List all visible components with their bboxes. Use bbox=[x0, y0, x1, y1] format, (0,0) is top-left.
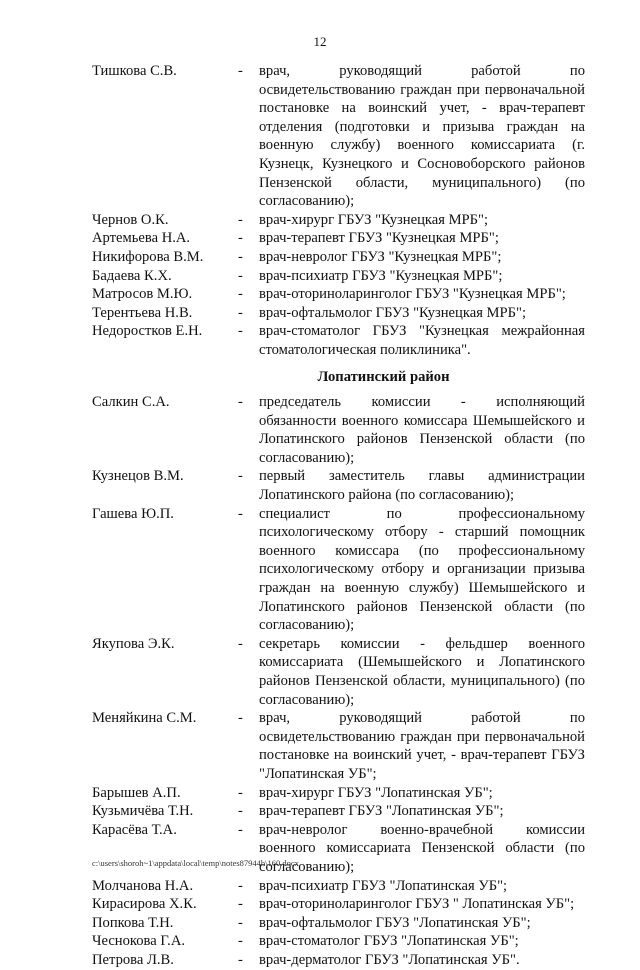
commission-list-lopatino bbox=[92, 393, 585, 969]
member-role: председатель комиссии - исполняющий обязанности военного комиссара Шемышейского и Лопатинского районов Пензенской области (по согласованию); bbox=[259, 394, 585, 466]
member-row bbox=[92, 877, 585, 896]
member-name: Артемьева Н.А. bbox=[92, 230, 191, 247]
dash-separator: - bbox=[238, 468, 243, 485]
member-name: Попкова Т.Н. bbox=[92, 914, 174, 931]
member-row bbox=[92, 895, 585, 914]
member-row bbox=[92, 505, 585, 635]
dash-separator: - bbox=[238, 267, 243, 284]
member-role: врач-психиатр ГБУЗ "Кузнецкая МРБ"; bbox=[259, 267, 503, 284]
member-name: Матросов М.Ю. bbox=[92, 286, 193, 303]
member-row bbox=[92, 267, 585, 286]
member-role: врач-оториноларинголог ГБУЗ " Лопатинская УБ"; bbox=[259, 896, 575, 913]
dash-separator: - bbox=[238, 784, 243, 801]
dash-separator: - bbox=[238, 505, 243, 522]
document-body bbox=[92, 62, 585, 970]
member-role: врач-стоматолог ГБУЗ "Кузнецкая межрайонная стоматологическая поликлиника". bbox=[259, 323, 585, 358]
member-role: врач-офтальмолог ГБУЗ "Лопатинская УБ"; bbox=[259, 914, 531, 931]
member-row bbox=[92, 248, 585, 267]
member-role: врач-хирург ГБУЗ "Лопатинская УБ"; bbox=[259, 784, 493, 801]
dash-separator: - bbox=[238, 230, 243, 247]
member-name: Бадаева К.Х. bbox=[92, 267, 172, 284]
dash-separator: - bbox=[238, 304, 243, 321]
dash-separator: - bbox=[238, 286, 243, 303]
member-name: Кирасирова Х.К. bbox=[92, 896, 197, 913]
dash-separator: - bbox=[238, 63, 243, 79]
dash-separator: - bbox=[238, 248, 243, 265]
member-row bbox=[92, 229, 585, 248]
member-role: врач-терапевт ГБУЗ "Кузнецкая МРБ"; bbox=[259, 230, 499, 247]
commission-list-kuznetsk bbox=[92, 62, 585, 360]
member-role: врач-невролог военно-врачебной комиссии военного комиссариата Пензенской области (по согласованию); bbox=[259, 821, 585, 875]
member-role: врач-офтальмолог ГБУЗ "Кузнецкая МРБ"; bbox=[259, 304, 527, 321]
member-name: Тишкова С.В. bbox=[92, 63, 177, 79]
member-role: врач, руководящий работой по освидетельствованию граждан при первоначальной постановке на воинский учет, - врач-терапевт ГБУЗ "Лопатинская УБ"; bbox=[259, 710, 585, 782]
member-row bbox=[92, 951, 585, 970]
dash-separator: - bbox=[238, 803, 243, 820]
member-role: первый заместитель главы администрации Лопатинского района (по согласованию); bbox=[259, 468, 585, 504]
page-number: 12 bbox=[313, 34, 327, 49]
member-role: врач-стоматолог ГБУЗ "Лопатинская УБ"; bbox=[259, 933, 519, 950]
member-name: Меняйкина С.М. bbox=[92, 710, 197, 727]
member-row bbox=[92, 467, 585, 504]
member-name: Чернов О.К. bbox=[92, 211, 169, 228]
member-name: Салкин С.А. bbox=[92, 394, 170, 411]
member-name: Петрова Л.В. bbox=[92, 951, 174, 968]
footer-file-path: c:\users\shoroh~1\appdata\local\temp\notes87944b\160.docx bbox=[92, 858, 299, 868]
member-row bbox=[92, 821, 585, 877]
dash-separator: - bbox=[238, 877, 243, 894]
dash-separator: - bbox=[238, 211, 243, 228]
member-row bbox=[92, 211, 585, 230]
member-row bbox=[92, 635, 585, 709]
dash-separator: - bbox=[238, 710, 243, 727]
member-name: Кузьмичёва Т.Н. bbox=[92, 803, 194, 820]
dash-separator: - bbox=[238, 896, 243, 913]
member-row bbox=[92, 709, 585, 783]
member-name: Чеснокова Г.А. bbox=[92, 933, 186, 950]
member-row bbox=[92, 802, 585, 821]
member-role: врач-психиатр ГБУЗ "Лопатинская УБ"; bbox=[259, 877, 508, 894]
member-row bbox=[92, 322, 585, 359]
member-name: Якупова Э.К. bbox=[92, 635, 175, 652]
member-role: секретарь комиссии - фельдшер военного комиссариата (Шемышейского и Лопатинского районов Пензенской области, муниципального) (по согласованию); bbox=[259, 635, 585, 708]
dash-separator: - bbox=[238, 394, 243, 411]
member-row bbox=[92, 304, 585, 323]
member-role: врач-оториноларинголог ГБУЗ "Кузнецкая МРБ"; bbox=[259, 286, 566, 303]
member-row bbox=[92, 932, 585, 951]
member-row bbox=[92, 914, 585, 933]
section-title: Лопатинский район bbox=[317, 368, 450, 385]
dash-separator: - bbox=[238, 914, 243, 931]
member-role: врач, руководящий работой по освидетельствованию граждан при первоначальной постановке на воинский учет, - врач-терапевт отделения (подготовки и призыва граждан на военную службу) военного комиссариата (г. Кузнецк, Кузнецкого и Сосновоборского районов Пензенской области, муниципального) (по согласованию); bbox=[259, 63, 585, 210]
member-row bbox=[92, 285, 585, 304]
dash-separator: - bbox=[238, 933, 243, 950]
dash-separator: - bbox=[238, 821, 243, 838]
member-row bbox=[92, 784, 585, 803]
member-role: специалист по профессиональному психологическому отбору - старший помощник военного комиссара (по профессиональному психологическому отбору и организации призыва граждан на военную службу) Шемышейского и Лопатинского районов Пензенской области (по согласованию); bbox=[259, 505, 585, 634]
member-name: Кузнецов В.М. bbox=[92, 468, 184, 485]
member-role: врач-хирург ГБУЗ "Кузнецкая МРБ"; bbox=[259, 211, 489, 228]
member-name: Гашева Ю.П. bbox=[92, 505, 174, 522]
dash-separator: - bbox=[238, 635, 243, 652]
member-row bbox=[92, 393, 585, 467]
member-name: Молчанова Н.А. bbox=[92, 877, 194, 894]
member-name: Терентьева Н.В. bbox=[92, 304, 193, 321]
member-row bbox=[92, 62, 585, 211]
member-name: Барышев А.П. bbox=[92, 784, 181, 801]
member-name: Недоростков Е.Н. bbox=[92, 323, 203, 340]
dash-separator: - bbox=[238, 951, 243, 968]
member-role: врач-невролог ГБУЗ "Кузнецкая МРБ"; bbox=[259, 248, 502, 265]
member-name: Никифорова В.М. bbox=[92, 248, 204, 265]
member-name: Карасёва Т.А. bbox=[92, 821, 177, 838]
member-role: врач-терапевт ГБУЗ "Лопатинская УБ"; bbox=[259, 803, 504, 820]
dash-separator: - bbox=[238, 323, 243, 340]
member-role: врач-дерматолог ГБУЗ "Лопатинская УБ". bbox=[259, 951, 520, 968]
